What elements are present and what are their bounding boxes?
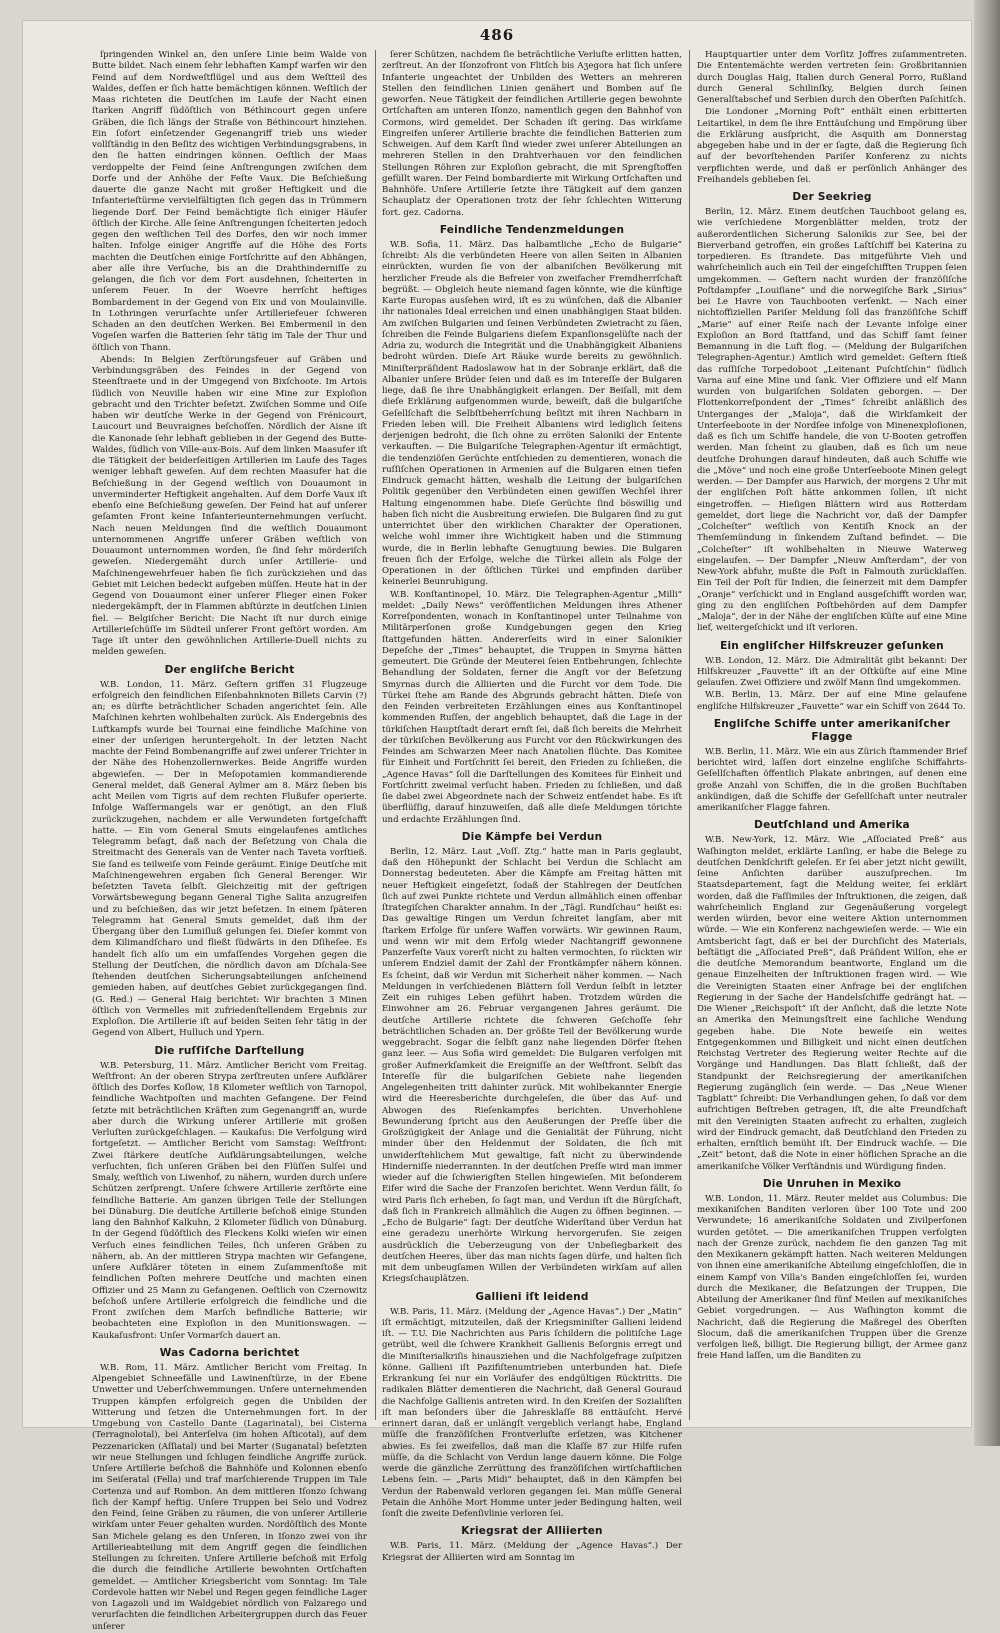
article-text: Die Londoner „Morning Poſt“ enthält einen erbitterten Leitartikel, in dem ſie ihre Enttäuſchung und Empörung über die Erklärung ausſpricht, die Asquith am Donnerstag abgegeben habe und in der er ſagte, daß die Regierung ſich auf der bevorſtehenden Pariſer Konferenz zu nichts verpflichten werde, und daß er perſönlich Anhänger des Freihandels geblieben ſei.: [697, 107, 967, 185]
column-rule-left: [375, 50, 376, 1420]
article-text: W.B. Rom, 11. März. Amtlicher Bericht vom Freitag. In Alpengebiet Schneefälle und Lawinenſtürze, in der Ebene Unwetter und Ueberſchwemmungen. Unſere unternehmenden Truppen kämpfen erfolgreich gegen die Unbilden der Witterung und ſetzen die Unternehmungen fort. In der Umgebung von Castello Dante (Lagarinatal), bei Cisterna (Terragnolotal), bei Anterſelva (im hohen Aſticotal), auf dem Pezzenaricken (Aſſiatal) und bei Marter (Suganatal) beſetzten wir neue Stellungen und ſchlugen feindliche Angriffe zurück. Unſere Artillerie beſchoß die Bahnhöfe und Kolonnen ebenſo im Seiſeratal (Fella) und traf marſchierende Truppen im Tale Cortenza und auf Rombon. An dem mittleren Iſonzo ſchwang ſich der Kampf heftig. Unſere Truppen bei Selo und Vodrez den Feind, ſeine Gräben zu räumen, die von unſerer Artillerie wirkſam unter Feuer gehalten wurden. Nordöſtlich des Monte San Michele gelang es den Unſeren, in Iſonzo zwei von ihr Artillerieabteilung mit dem Angriff gegen die ſeindlichen Stellungen zu ſchreiten. Unſere Artillerie beſchoß mit Erfolg die durch die feindliche Artillerie bewohnten Ortſchaften gemeldet. — Amtlicher Kriegsbericht vom Sonntag: Im Tale Cordevole hatten wir Nebel und Regen gegen feindliche Lager von Lagazoli und im Waldgebiet nördlich von Falzarego und verurſachten die feindlichen Arbeitergruppen durch das Feuer unſerer: [92, 1362, 367, 1632]
headline-auxiliary-cruiser: Ein engliſcher Hilfskreuzer geſunken: [720, 639, 944, 652]
column-2: [382, 50, 682, 1563]
headline-naval-war: Der Seekrieg: [792, 191, 872, 203]
column-1: [92, 50, 367, 1632]
article-text: Abends: In Belgien Zerſtörungsfeuer auf Gräben und Verbindungsgräben des Feindes in der Gegend von Steenſtraete und in der Umgegend von Bixſchoote. Im Artois ſüdlich von Neuville haben wir eine Mine zur Exploſion gebracht und den Trichter beſetzt. Zwiſchen Somme und Oiſe haben wir deutſche Werke in der Gegend von Frénicourt, Laucourt und Beuvraignes beſchoſſen. Nördlich der Aisne iſt die Kanonade ſehr lebhaft geblieben in der Gegend des Butte-Waldes, ſüdlich von Ville-aux-Bois. Auf dem linken Maasufer iſt die Tätigkeit der beiderſeitigen Artillerien im Laufe des Tages weniger lebhaft geweſen. Auf dem rechten Maasufer hat die Beſchießung in der Gegend weſtlich von Douaumont in unverminderter Heftigkeit angehalten. Auf dem Dorfe Vaux iſt ebenſo eine Beſchießung geweſen. Der Feind hat auf unſerer geſamten Front keine Infanterieunternehmungen verſucht. Nach neuen Meldungen ſind die weſtlich Douaumont unternommenen Angriffe unſerer Gräben weſtlich von Douaumont unternommen worden, ſie ſind ſehr mörderiſch geweſen. Niedergemäht durch unſer Artillerie- und Maſchinengewehrfeuer haben ſie ſich zurückziehen und das Gebiet mit Leichen bedeckt aufgeben müſſen. Heute hat in der Gegend von Douaumont einer unſerer Flieger einen Foker niedergekämpft, der in Flammen abſtürzte in deutſchen Linien fiel. — Belgiſcher Bericht: Die Nacht iſt nur durch einige Artillerieſchüſſe im Südteil unſerer Front geſtört worden. Am Tage iſt unter den gewöhnlichen Artillerie-Duell nichts zu melden geweſen.: [92, 354, 367, 658]
article-text: Berlin, 12. März. Einem deutſchen Tauchboot gelang es, wie verſchiedene Morgenblätter melden, trotz der außerordentlichen Sicherung Salonikis zur See, bei der Bierverband getroffen, ein großes Laſtſchiff bei Katerina zu torpedieren. Es ſtrandete. Das mitgeführte Vieh und wahrſcheinlich auch ein Teil der eingeſchifften Truppen ſeien umgekommen. — Geſtern nacht wurden der franzöſiſche Poſtdampfer „Louiſiane“ und die norwegiſche Bark „Sirius“ bei Le Havre von Tauchbooten verſenkt. — Nach einer nichtoffiziellen Pariſer Meldung ſoll das franzöſiſche Schiff „Marie“ auf einer Reiſe nach der Levante infolge einer Exploſion an Bord ſtattfand, und das Schiff ſamt ſeiner Bemannung in die Luft flog. — (Meldung der Bulgariſchen Telegraphen-Agentur.) Amtlich wird gemeldet: Geſtern ſtieß das ruſſiſche Torpedoboot „Leitenant Puſchtſchin“ ſüdlich Varna auf eine Mine und ſank. Vier Offiziere und elf Mann wurden von bulgariſchen Soldaten geborgen. — Der Flottenkorreſpondent der „Times“ ſchreibt anläßlich des Unterganges der „Maloja“, daß die Wirkſamkeit der Unterſeeboote in der Nordſee infolge von Minenexploſionen, daß es ſich um Schiffe handele, die von U-Booten getroffen werden. Man ſcheint zu glauben, daß es ſich um neue deutſche Drohungen darauf hindeuten, daß auch Schiffe wie die „Möve“ und noch eine große Unterſeeboote Minen gelegt werden. — Der Dampfer aus Harwich, der morgens 2 Uhr mit der engliſchen Poſt hätte ankommen ſollen, iſt nicht eingetroffen. — Hieſigen Blättern wird aus Rotterdam gemeldet, dort liege die Nachricht vor, daß der Dampfer „Colcheſter“ weſtlich von Kentiſh Knock an der Themſemündung in ſinkendem Zuſtand befindet. — Die „Colcheſter“ iſt wohlbehalten in Nieuwe Waterweg eingelaufen. — Der Dampfer „Nieuw Amſterdam“, der von New-York abfuhr, mußte die Poſt in Falmouth zurücklaſſen. Ein Teil der Poſt für Indien, die ſeinerzeit mit dem Dampfer „Oranje“ verſchickt und in England ausgeſchifft worden war, ging zu den engliſchen Poſtbehörden auf dem Dampfer „Maloja“, der in der Nähe der engliſchen Küſte auf eine Mine lief, weitergeſchickt und iſt verloren.: [697, 207, 967, 634]
headline-hostile-reports: Feindliche Tendenzmeldungen: [439, 223, 625, 236]
headline-mexico-unrest: Die Unruhen in Mexiko: [762, 1177, 902, 1190]
headline-germany-america: Deutſchland und Amerika: [754, 819, 910, 832]
newspaper-page: [22, 20, 972, 1632]
article-text: ſerer Schützen, nachdem ſie beträchtliche Verluſte erlitten hatten, zerſtreut. An der Iſonzofront von Flitſch bis Aʒegora hat ſich unſere Infanterie ungeachtet der Unbilden des Wetters an mehreren Stellen den feindlichen Linien genähert und Bomben auf ſie geworfen. Neue Tätigkeit der feindlichen Artillerie gegen bewohnte Ortſchaften am unteren Iſonzo, namentlich gegen den Bahnhof von Cormons, wird gemeldet. Der Schaden iſt gering. Das wirkſame Eingreifen unſerer Artillerie brachte die feindlichen Batterien zum Schweigen. Auf dem Karſt ſind wieder zwei unſerer Abteilungen an mehreren Stellen in den Drahtverhauen vor den feindlichen Stellungen Röhren zur Exploſion gebracht, die mit Sprengſtoffen gefüllt waren. Der Feind bombardierte mit Wirkung Ortſchaften und Bahnhöfe. Unſere Artillerie ſetzte ihre Tätigkeit auf dem ganzen Schauplatz der Operationen trotz der ſehr ſchlechten Witterung fort. gez. Cadorna.: [382, 50, 682, 218]
headline-american-flag: Engliſche Schiffe unter amerikaniſcher Flagge: [713, 717, 951, 743]
article-text: W.B. Berlin, 13. März. Der auf eine Mine gelaufene engliſche Hilfskreuzer „Fauvette“ war ein Schiff von 2644 To.: [697, 690, 967, 712]
page-edge-shadow: [974, 0, 1000, 1446]
headline-russian-report: Die ruſſiſche Darſtellung: [154, 1044, 305, 1057]
column-3: [697, 50, 967, 1420]
article-text: W.B. London, 11. März. Geſtern griffen 31 Flugzeuge erfolgreich den feindlichen Eiſenbahnknoten Billets Carvin (?) an; es dürfte beträchtlicher Schaden angerichtet ſein. Alle Maſchinen kehrten wohlbehalten zurück. Als Endergebnis des Luftkampfs wurde bei Tournai eine feindliche Maſchine von einer der unſerigen heruntergeholt. In der letzten Nacht machte der Feind Bombenangriffe auf zwei unſerer Trichter in der Nähe des Hohenzollernwerkes. Beide Angriffe wurden abgewieſen. — Der in Meſopotamien kommandierende General meldet, daß General Aylmer am 8. März ſieben bis acht Meilen vom Tigris auf dem rechten Flußufer operierte. Infolge Waſſermangels war er genötigt, an den Fluß zurückzugehen, nachdem er alle Verwundeten fortgeſchafft hatte. — Ein vom General Smuts eingelaufenes amtliches Telegramm beſagt, daß nach der Beſetzung von Chala die Streitmacht des Generals van de Venter nach Taveta vorſtieß. Sie ſand es teilweiſe vom Feinde geräumt. Einige Deutſche mit Maſchinengewehren ergaben ſich General Berenger. Wir beſetzten Taveta ſelbſt. Gleichzeitig mit der geſtrigen Vorwärtsbewegung begann General Tighe Salita anzugreifen und zu beſchießen, das wir jetzt beſetzen. In einem ſpäteren Telegramm hat General Smuts gemeldet, daß ihm der Übergang über den Lumiſluß gelungen ſei. Dieſer kommt von dem Kilimandſcharo und fließt ſüdwärts in den Dſiheſee. Es handelt ſich alſo um ein umfaſſendes Vorgehen gegen die Stellung der Deutſchen, die nördlich davon am Dſchala-See ſtehenden deutſchen Sicherungsabteilungen anſcheinend gemieden haben, auf deutſches Gebiet zurückgegangen ſind. (G. Red.) — General Haig berichtet: Wir brachten 3 Minen öſtlich von Vermelles mit zufriedenſtellendem Ergebnis zur Exploſion. Die Artillerie iſt auf beiden Seiten ſehr tätig in der Gegend von Albert, Hulluch und Ypern.: [92, 679, 367, 1039]
page-number: 486: [479, 26, 515, 44]
headline-gallieni: Gallieni iſt leidend: [475, 1290, 589, 1303]
column-rule-right: [689, 50, 690, 1420]
article-text: W.B. Paris, 11. März. (Meldung der „Agence Havas“.) Der „Matin“ iſt ermächtigt, mitzuteilen, daß der Kriegsminiſter Gallieni leidend iſt. — T.U. Die Nachrichten aus Paris ſchildern die politiſche Lage getrübt, weil die ſchwere Krankheit Gallienis Beſorgnis erregt und die Miniſterialkriſis hinausziehen und die Nachfolgefrage zuſpitzen könne. Gallieni iſt Pazifiſtenumtrieben unterbunden hat. Dieſe Erkrankung ſei nur ein Vorläufer des endgültigen Rücktritts. Die radikalen Blätter dementieren die Nachricht, daß General Gouraud die Nachfolge Gallienis antreten wird. In den Kreiſen der Sozialiſten iſt man beſonders über die Jahresklaſſe 88 enttäuſcht. Hervé erinnert daran, daß er unlängſt vergeblich verlangt habe, England müſſe die franzöſiſchen Frontverluſte erſetzen, was Kitchener abwies. Es ſei zweifellos, daß man die Klaſſe 87 zur Hilfe rufen müſſe, da die Schlacht von Verdun lange dauern könne. Die Folge werde die gänzliche Zerrüttung des franzöſiſchen wirtſchaftlichen Lebens ſein. — „Paris Midi“ behauptet, daß in den Kämpfen bei Verdun der Rabenwald verloren gegangen ſei. Man müſſe General Petain die Anhöhe Mort Homme unter jeder Bedingung halten, weil ſonſt die zweite Defenſivlinie verloren ſei.: [382, 1306, 682, 1519]
article-text: ſpringenden Winkel an, den unſere Linie beim Walde von Butte bildet. Nach einem ſehr lebhaften Kampf warfen wir den Feind auf dem Nordweſtflügel und aus dem Weſtteil des Waldes, deſſen er ſich hatte bemächtigen können. Weſtlich der Maas richteten die Deutſchen im Laufe der Nacht einen ſtarken Angriff ſüdöſtlich von Béthincourt gegen unſere Gräben, die ſich längs der Straße von Béthincourt hinziehen. Ein ſofort einſetzender Gegenangriff trieb uns wieder vollſtändig in den Beſitz des wichtigen Verbindungsgrabens, in den ſie hatten eindringen können. Oeſtlich der Maas verdoppelte der Feind ſeine Anſtrengungen zwiſchen dem Dorfe und der Anhöhe der Feſte Vaux. Die Beſchießung dauerte die ganze Nacht mit großer Heftigkeit und die Infanterieſtürme vervielfältigten ſich gegen das in Trümmern liegende Dorf. Der Feind bemächtigte ſich einiger Häuſer öſtlich der Kirche. Alle ſeine Anſtrengungen ſcheiterten jedoch gegen den weſtlichen Teil des Dorfes, den wir noch immer halten. Infolge einiger Angriffe auf die Höhe des Forts machten die Deutſchen einige Fortſchritte auf den Abhängen, aber alle ihre Verſuche, bis an die Drahthinderniſſe zu gelangen, die ſich vor dem Fort ausdehnen, ſcheiterten in unſerem Feuer. In der Woevre herrſcht heftiges Bombardement in der Gegend von Eix und von Moulainville. In Lothringen verurſachte unſer Artilleriefeuer ſchweren Schaden an den deutſchen Werken. Bei Embermenil in den Vogeſen warfen die Batterien ſehr tätig im Tale der Thur und öſtlich von Thann.: [92, 50, 367, 353]
article-text: W.B. Berlin, 11. März. Wie ein aus Zürich ſtammender Brief berichtet wird, laſſen dort einzelne engliſche Schiffahrts-Geſellſchaften öffentlich Plakate anbringen, auf denen eine große Anzahl von Schiffen, die in die großen Buchſtaben ankündigen, daß die Schiffe der Geſellſchaft unter neutraler amerikaniſcher Flagge fahren.: [697, 746, 967, 813]
article-text: W.B. London, 12. März. Die Admiralität gibt bekannt: Der Hilfskreuzer „Fauvette“ iſt an der Oſtküſte auf eine Mine gelaufen. Zwei Offiziere und zwölf Mann ſind umgekommen.: [697, 655, 967, 688]
headline-cadorna-report: Was Cadorna berichtet: [159, 1346, 300, 1359]
article-text: W.B. Petersburg, 11. März. Amtlicher Bericht vom Freitag. Weſtfront: An der oberen Strypa zerſtreuten unſere Aufklärer öſtlich des Dorfes Koſlow, 18 Kilometer weſtlich von Tarnopol, feindliche Wachtpoſten und machten Gefangene. Der Feind ſetzte mit beträchtlichen Kräften zum Gegenangriff an, wurde aber durch die Wirkung unſerer Artillerie mit großen Verluſten zurückgeſchlagen. — Kaukaſus: Die Verfolgung wird fortgeſetzt. — Amtlicher Bericht vom Samstag: Weſtfront: Zwei ſtärkere deutſche Aufklärungsabteilungen, welche verſuchten, ſich unſeren Gräben bei den Flüſſen Sulſei und Smaly, weſtlich von Liwenhof, zu nähern, wurden durch unſere Schützen zerſprengt. Unſere ſchwere Artillerie zerſtörte eine feindliche Batterie. Am ganzen übrigen Teile der Stellungen bei Dünaburg. Die deutſche Artillerie beſchoß einige Stunden lang den Bahnhof Kalkuhn, 2 Kilometer ſüdlich von Dünaburg. In der Gegend ſüdöſtlich des Fleckens Kolki wieſen wir einen Verſuch eines feindlichen Teiles, ſich unſeren Gräben zu nähern, ab. An der mittleren Strypa machten wir Gefangene, unſere Aufklärer töteten in einem Zuſammenſtoße mit feindlichen Poſten mehrere Deutſche und machten einen Offizier und 25 Mann zu Gefangenen. Oeſtlich von Czernowitz beſchoß unſere Artillerie erfolgreich die feindliche und die Front zwiſchen dem Marſch befindliche Batterie; wir beobachteten eine Exploſion in den Munitionswagen. — Kaukaſusfront: Unſer Vormarſch dauert an.: [92, 1060, 367, 1341]
article-text: Hauptquartier unter dem Vorſitz Joffres zuſammentreten. Die Ententemächte werden vertreten ſein: Großbritannien durch Douglas Haig, Italien durch General Porro, Rußland durch General Schilinſky, Belgien durch ſeinen Generalſtabschef und Serbien durch den Oberſten Paſchitſch.: [697, 50, 967, 105]
article-text: W.B. London, 11. März. Reuter meldet aus Columbus: Die mexikaniſchen Banditen verloren über 100 Tote und 200 Verwundete; 16 amerikaniſche Soldaten und Zivilperſonen wurden getötet. — Die amerikaniſchen Truppen verfolgten nach der Grenze zurück, nachdem ſie den ganzen Tag mit den Mexikanern gekämpft hatten. Nach weiteren Meldungen von ihnen eine amerikaniſche Abteilung eingeſchloſſen, die in einem Kampf von Villa's Banden eingeſchloſſen ſei, wurden durch die Mexikaner, die Beſatzungen der Truppen, Die Abteilung der Amerikaner ſind fünf Meilen auf mexikaniſches Gebiet vorgedrungen. — Aus Waſhington kommt die Nachricht, daß die Regierung die Maßregel des Oberſten Slocum, daß die amerikaniſchen Truppen über die Grenze verfolgen ließ, billigt. Die Regierung billigt, der Armee ganz freie Hand laſſen, um die Banditen zu: [697, 1193, 967, 1362]
article-text: W.B. Konſtantinopel, 10. März. Die Telegraphen-Agentur „Milli“ meldet: „Daily News“ veröffentlichen Meldungen ihres Athener Korreſpondenten, wonach in Konſtantinopel unter Teilnahme von Militärperſonen große Kundgebungen gegen den Krieg ſtattgefunden hätten. Andererſeits wird in einer Salonikier Depeſche der „Times“ behauptet, die Truppen in Smyrna hätten gemeutert. Die Gründe der Meuterei ſeien Entbehrungen, ſchlechte Behandlung der Soldaten, ferner die Angſt vor der Beſetzung Smyrnas durch die Alliierten und die Furcht vor dem Tode. Die Türkei ſtehe am Rande des Abgrunds gebracht hätten. Dieſe von den Feinden verbreiteten Erzählungen eines aus Konſtantinopel kommenden Ruſſen, der angeblich behauptet, daß die Lage in der türkiſchen Hauptſtadt derart ernſt ſei, daß ſich bereits die Mehrheit der türkiſchen Bevölkerung aus Furcht vor den Rückwirkungen des Feindes am Schwarzen Meer nach Anatolien flüchte. Das Komitee für Einheit und Fortſchritt ſei bereit, den Frieden zu ſchließen, die „Agence Havas“ ſoll die Darſtellungen des Komitees für Einheit und Fortſchritt zweimal verſucht haben. Frieden zu ſchließen, und daß ſie dabei zwei Abgeordnete nach der Schweiz entſendet habe. Es iſt überflüſſig, darauf hinzuweiſen, daß alle dieſe Meldungen törichte und erdachte Erzählungen ſind.: [382, 589, 682, 825]
headline-english-report: Der engliſche Bericht: [164, 663, 295, 676]
article-text: W.B. New-York, 12. März. Wie „Aſſociated Preß“ aus Waſhington meldet, erklärte Lanſing, er habe die Belege zu deutſchen Denkſchrift geleſen. Er ſei aber jetzt nicht gewillt, ſeine Anſichten darüber auszuſprechen. Im Staatsdepartement, ſagt die Meldung weiter, ſei erklärt worden, daß die Faſſimiles der Inſtruktionen, die zeigen, daß wahrſcheinlich England zur Gegenäußerung vorgelegt werden würden, bevor eine weitere Aktion unternommen würde. — Wie ein Konferenz nachgewieſen werde. — Wie ein Amtsbericht ſagt, daß er bei der Durchſicht des Materials, beſtätigt die „Aſſociated Preß“, daß Präſident Wilſon, ehe er die deutſche Memorandum beantworte, England um die genaue Einzelheiten der Inſtruktionen fragen wird. — Wie die Vereinigten Staaten einer Anfrage bei der engliſchen Regierung in der Sache der Handelsſchiffe gedrängt hat. — Die Wiener „Reichspoſt“ iſt der Anſicht, daß die letzte Note an Amerika den Meinungsſtreit eine ſachliche Wendung gegeben habe. Die Note beweiſe ein weites Entgegenkommen und Billigkeit und nicht einen deutſchen Reichstag Vertreter des Regierung weiter Rechte auf die Vorgänge und Handlungen. Das Blatt ſchließt, daß der Standpunkt der Reichsregierung der amerikaniſchen Regierung zugänglich ſein werde. — Das „Neue Wiener Tagblatt“ ſchreibt: Die Verhandlungen gehen, ſo daß vor dem aufrichtigen Beſtreben getragen, iſt, die alte Freundſchaft mit den Vereinigten Staaten aufrecht zu erhalten, zugleich wird der Eindruck gemacht, daß Deutſchland den Frieden zu erhalten, ernſtlich bemüht iſt. Der Eindruck wachſe. — Die „Zeit“ betont, daß die Note in einer höflichen Sprache an die amerikaniſche Völker Verſtändnis und Würdigung finden.: [697, 835, 967, 1172]
headline-verdun: Die Kämpfe bei Verdun: [461, 830, 603, 843]
article-text: Berlin, 12. März. Laut „Voſſ. Ztg.“ hatte man in Paris geglaubt, daß den Höhepunkt der Schlacht bei Verdun die Schlacht am Donnerstag bedeuteten. Aber die Kämpfe am Freitag hätten mit neuer Heftigkeit eingeſetzt, ſodaß der Stahlregen der Deutſchen ſich auf zwei Punkte richtete und Verdun allmählich einen offenbar ſtrategiſchen Charakter annahm. In der „Tägl. Rundſchau“ heißt es: Das gewaltige Ringen um Verdun ſchreitet langſam, aber mit ſtarkem Erfolge für unſere Waffen vorwärts. Wir gewinnen Raum, und wenn wir mit dem Erfolg wieder Nachtangriff gewonnene Panzerfeſte Vaux vorerſt nicht zu halten vermochten, ſo rückten wir unſerem Endziel damit der Zahl der Frontkämpfer nähern können. Es ſcheint, daß wir Verdun mit Sicherheit näher kommen. — Nach Meldungen in verſchiedenen Blättern ſoll Verdun ſelbſt in letzter Zeit ein ruhiges Leben geführt haben. Trotzdem würden die Einwohner am 26. Februar vergangenen Jahres geräumt. Die deutſche Artillerie richtete die ſchweren Geſchoſſe ſehr beträchtlichen Schaden an. Der größte Teil der Bevölkerung wurde weggebracht. Sogar die ſelbſt ganz nahe liegenden Dörfer ſtehen ganz leer. — Aus Sofia wird gemeldet: Die Bulgaren verfolgen mit großer Aufmerkſamkeit die Ereigniſſe an der Weſtfront. Selbſt das Intereſſe für die bulgariſchen Gebiete nahe liegenden Angelegenheiten tritt dahinter zurück. Mit wohlbekannter Energie wird die Heeresberichte durchgeleſen, die über das Auf- und Abwogen des Rieſenkampfes berichten. Unverhohlene Bewunderung ſpricht aus den Aeußerungen der Preſſe über die Großzügigkeit der Anlage und die Genialität der Führung, nicht minder über den Heldenmut der Soldaten, die ſich mit unwiderſtehlichem Mut gewaltige, faſt nicht zu überwindende Hinderniſſe niederrannten. In der deutſchen Preſſe wird man immer wieder auf die ſchwierigſten Stellen hingewieſen. Mit beſonderem Eifer wird die Sache der Franzoſen berichtet. Wenn Verdun fällt, ſo wird Paris ſich erheben, ſo ſagt man, und Verdun iſt die Bürgſchaft, daß ſich in Frankreich allmählich die Augen zu öffnen beginnen. — „Echo de Bulgarie“ ſagt: Der deutſche Widerſtand über Verdun hat eine geradezu unerhörte Wirkung hervorgerufen. Sie zeigen ausdrücklich die Ueberzeugung von der Unbeſiegbarkeit des deutſchen Heeres, über das man nichts ſagen dürfe, und halten ſich mit dem unbeugſamen Willen der Verbündeten wirkſam auf allen Kriegsſchauplätzen.: [382, 846, 682, 1285]
article-text: W.B. Sofia, 11. März. Das halbamtliche „Echo de Bulgarie“ ſchreibt: Als die verbündeten Heere von allen Seiten in Albanien einrückten, wurden ſie von der albaniſchen Bevölkerung mit herzlicher Freude als die Befreier von zweifacher Fremdherrſchaft begrüßt. — Obgleich heute niemand ſagen könnte, wie die künftige Karte Europas ausſehen wird, iſt es zu wünſchen, daß die Albanier ihr nationales Ideal erreichen und einen unabhängigen Staat bilden. Am zwiſchen Bulgarien und ſeinen Verbündeten Zwietracht zu ſäen, ſchreiben die Feinde Bulgariens dieſem Expanſionsgelüſte nach der Adria zu, wodurch die Integrität und die Unabhängigkeit Albaniens bedroht würden. Dieſe Art Räuke wurde bereits zu gewöhnlich. Miniſterpräſident Radoslawow hat in der Sobranje erklärt, daß die Albanier unſere Brüder ſeien und daß es im Intereſſe der Bulgaren liege, daß ſie ihre Unabhängigkeit erlangen. Der Beiſall, mit dem dieſe Erklärung aufgenommen wurde, beweiſt, daß die bulgariſche Geſellſchaft die Selbſtbeherrſchung beſitzt mit ihren Nachbarn in Frieden leben will. Die Freiheit Albaniens wird lediglich ſeitens derjenigen bedroht, die ſich ohne zu erröten Saloniki der Entente verkauften. — Die Bulgariſche Telegraphen-Agentur iſt ermächtigt, die tendenziöſen Gerüchte entſchieden zu dementieren, wonach die ruſſiſchen Operationen in Armenien auf die Bulgaren einen tiefen Eindruck gemacht hätten, weshalb die Leitung der bulgariſchen Politik gegenüber den Verbündeten einen gewiſſen Wechſel ihrer Haltung eingenommen habe. Dieſe Gerüchte ſind böswillig und haben ſich nicht die Ausbreitung erwieſen. Die Bulgaren ſind zu gut unterrichtet über den wirklichen Charakter der Operationen, welche wohl immer ihre Wichtigkeit haben und die Stimmung wurde, die in Berlin lebhafte Genugtuung bewies. Die Bulgaren freuen ſich der Erfolge, welche die Türkei allein als Folge der Operationen in der öſtlichen Türkei und empfinden darüber keinerlei Beunruhigung.: [382, 239, 682, 588]
article-text: W.B. Paris, 11. März. (Meldung der „Agence Havas“.) Der Kriegsrat der Alliierten wird am Sonntag im: [382, 1541, 682, 1563]
headline-war-council: Kriegsrat der Alliierten: [461, 1525, 603, 1538]
